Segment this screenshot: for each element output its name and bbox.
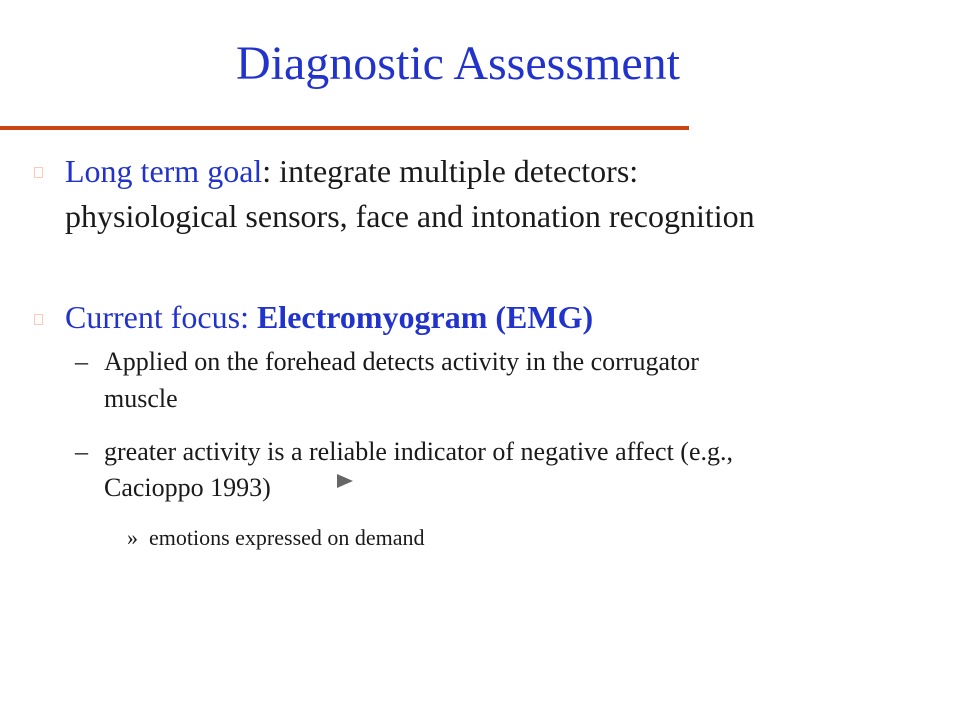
sub-bullet-dash: – bbox=[75, 437, 88, 466]
bullet-current-focus bbox=[65, 296, 885, 339]
square-bullet-icon bbox=[34, 314, 43, 325]
bullet-text: : integrate multiple detectors: bbox=[262, 153, 639, 189]
sub-bullet-text-continuation: Cacioppo 1993) bbox=[104, 473, 271, 502]
sub-bullet-text-continuation: muscle bbox=[104, 384, 178, 413]
title-divider bbox=[0, 126, 689, 130]
subsub-bullet-text: emotions expressed on demand bbox=[149, 525, 425, 550]
bullet-lead-text: Current focus: bbox=[65, 299, 257, 335]
slide-title: Diagnostic Assessment bbox=[236, 37, 680, 90]
subsub-bullet-mark: » bbox=[127, 525, 138, 550]
play-arrow-icon[interactable] bbox=[337, 474, 353, 488]
bullet-text-continuation: physiological sensors, face and intonation recognition bbox=[65, 198, 755, 234]
emphasis-text: Electromyogram (EMG) bbox=[256, 299, 594, 335]
bullet-lead-text: Long term goal bbox=[65, 153, 263, 189]
square-bullet-icon bbox=[34, 167, 43, 178]
sub-bullet-text: greater activity is a reliable indicator of negative affect (e.g., bbox=[104, 437, 733, 466]
sub-bullet-text: Applied on the forehead detects activity in the corrugator bbox=[104, 347, 699, 376]
bullet-long-term-goal bbox=[65, 150, 885, 193]
sub-bullet-dash: – bbox=[75, 347, 88, 376]
